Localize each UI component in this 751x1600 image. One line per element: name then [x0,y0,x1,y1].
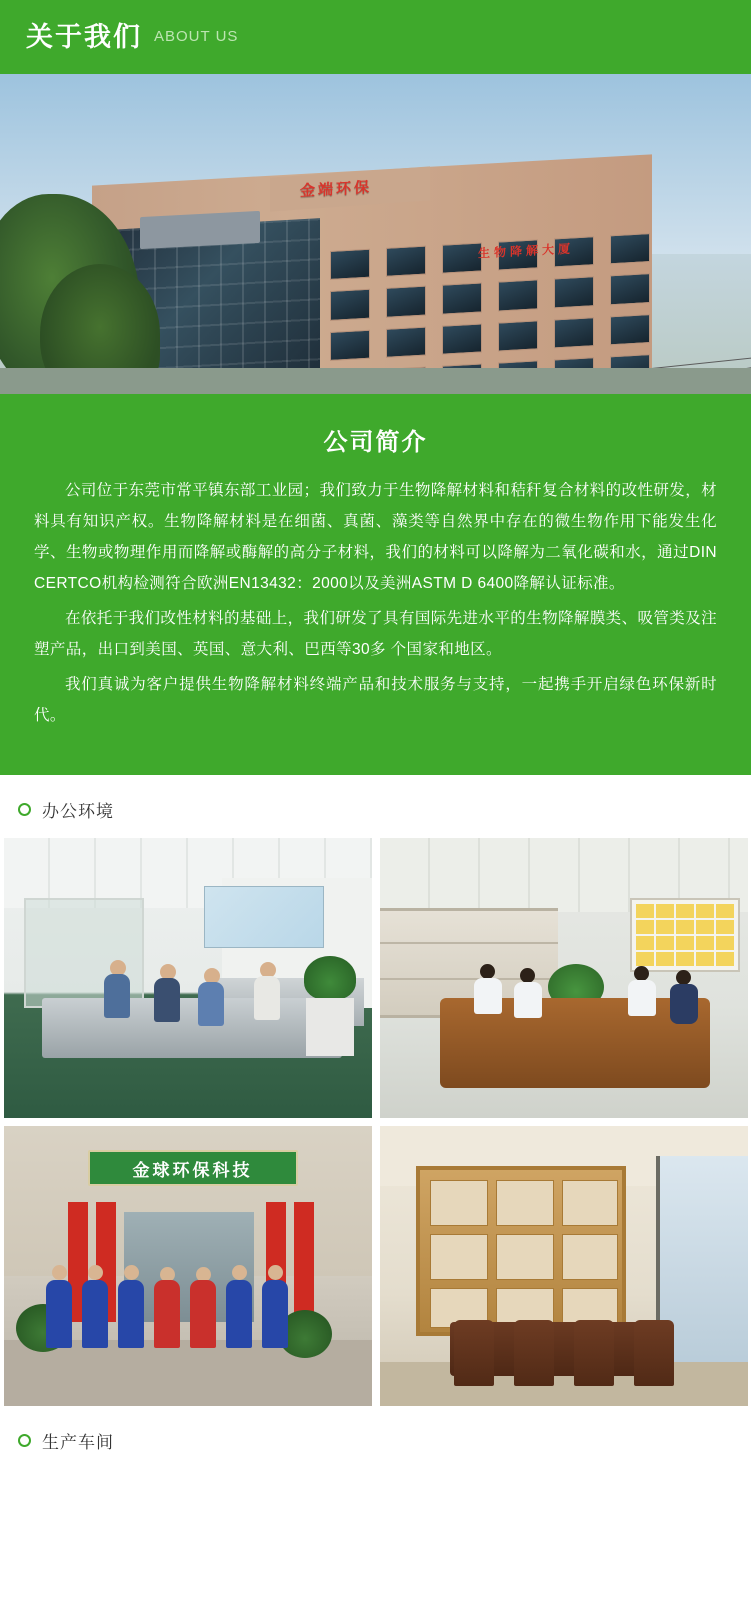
sticky-notes-grid [636,904,734,966]
section-heading-production-workshop [0,1406,751,1479]
company-intro-paragraph-3: 我们真诚为客户提供生物降解材料终端产品和技术服务与支持，一起携手开启绿色环保新时代。 [34,676,717,724]
desk-row-front [42,998,342,1058]
office-photo-open-workspace [4,838,372,1118]
store-signboard [88,1150,298,1186]
team-member-2 [82,1280,108,1348]
wooden-chair-4 [634,1320,674,1386]
shelf-cell [430,1234,488,1280]
office-photo-reception-room [380,1126,748,1406]
team-member-1 [46,1280,72,1348]
wall-map [204,886,324,948]
attendee-body-1 [474,978,502,1014]
potted-plant-foliage [304,956,356,1000]
team-member-7 [262,1280,288,1348]
section-heading-office-environment [0,775,751,838]
red-banner-right-2 [294,1202,314,1322]
company-intro-paragraph-1: 公司位于东莞市常平镇东部工业园；我们致力于生物降解材料和秸秆复合材料的改性研发，材料具有知识产权。生物降解材料是在细菌、真菌、藻类等自然界中存在的微生物作用下能发生化学、生物或物理作用而降解或酶解的高分子材料，我们的材料可以降解为二氧化碳和水，通过DIN CERTCO机构检测符合欧洲EN13432：2000以及美洲ASTM D 6400降解认证标准。 [34,482,717,592]
circle-bullet-icon [18,803,31,816]
team-member-head-2 [88,1265,103,1280]
company-building-photo [0,74,751,394]
shelf-cell [496,1234,554,1280]
shelf-cell [562,1180,618,1226]
wooden-display-shelf [416,1166,626,1336]
shelf-cell [430,1180,488,1226]
team-member-5 [190,1280,216,1348]
team-member-head-6 [232,1265,247,1280]
rooftop-equipment [140,211,260,249]
page-header-banner [0,0,751,74]
team-member-head-3 [124,1265,139,1280]
employee-body-1 [104,974,130,1018]
wooden-chair-2 [514,1320,554,1386]
building-sign-top: 金端环保 [300,179,373,200]
store-sign-text: 金球环保科技 [132,1160,253,1180]
company-intro-paragraph-2: 在依托于我们改性材料的基础上，我们研发了具有国际先进水平的生物降解膜类、吸管类及注塑产品，出口到美国、英国、意大利、巴西等30多 个国家和地区。 [34,610,717,658]
building-sign-side: 生物降解大厦 [478,241,575,261]
attendee-body-3 [628,980,656,1016]
wooden-chair-1 [454,1320,494,1386]
team-member-4 [154,1280,180,1348]
attendee-head-3 [634,966,649,981]
employee-body-3 [198,982,224,1026]
office-photo-meeting-room [380,838,748,1118]
employee-body-4 [254,976,280,1020]
team-member-3 [118,1280,144,1348]
team-member-head-1 [52,1265,67,1280]
team-member-6 [226,1280,252,1348]
ground-strip [0,368,751,394]
attendee-head-2 [520,968,535,983]
planter-box [306,998,354,1056]
shelf-cell [496,1180,554,1226]
attendee-head-4 [676,970,691,985]
company-intro-block [0,394,751,775]
section-heading-label: 办公环境 [42,802,114,821]
office-photo-grid [0,838,751,1406]
shelf-line-1 [380,942,558,944]
page-title: 关于我们 [26,21,142,52]
page-title-english: ABOUT US [154,27,239,45]
circle-bullet-icon [18,1434,31,1447]
wooden-chair-3 [574,1320,614,1386]
employee-body-2 [154,978,180,1022]
team-member-head-7 [268,1265,283,1280]
attendee-body-2 [514,982,542,1018]
attendee-body-4 [670,984,698,1024]
office-photo-team-group [4,1126,372,1406]
shelf-cell [562,1234,618,1280]
section-heading-label: 生产车间 [42,1433,114,1452]
attendee-head-1 [480,964,495,979]
company-intro-title: 公司简介 [323,429,428,456]
